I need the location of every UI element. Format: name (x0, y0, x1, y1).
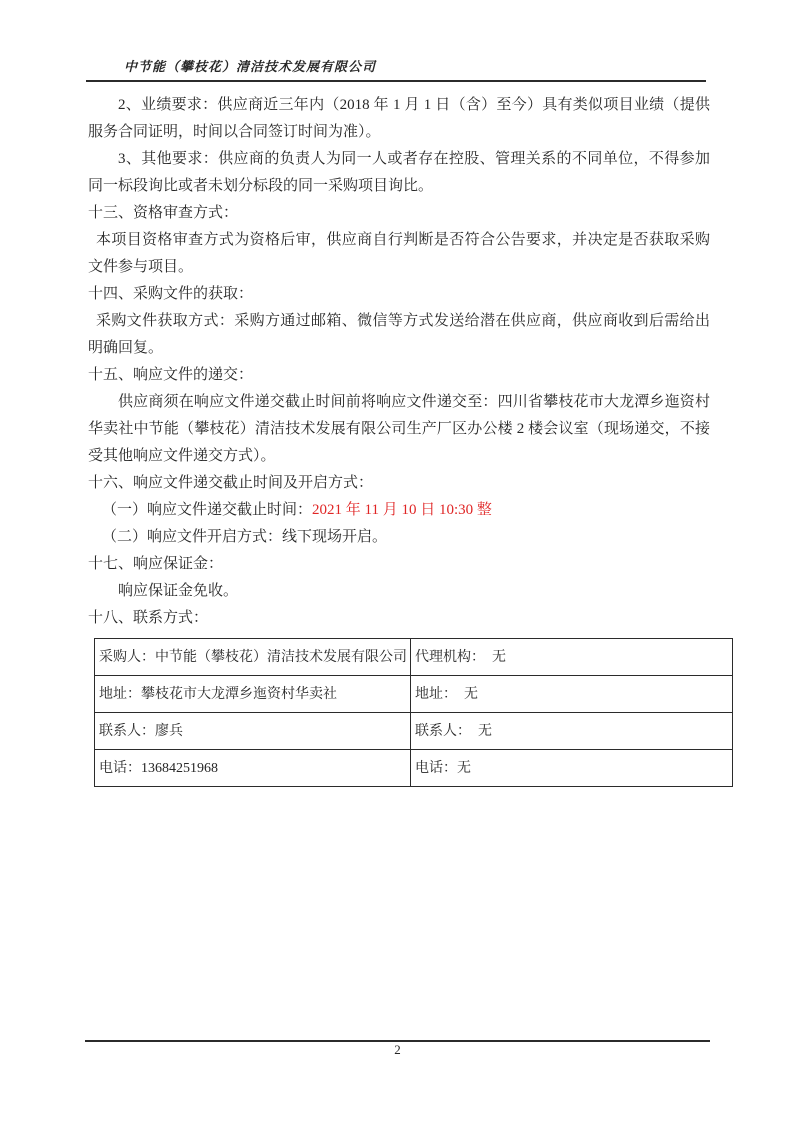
purchaser-contact-cell: 联系人：廖兵 (95, 713, 411, 750)
section-14-body: 采购文件获取方式：采购方通过邮箱、微信等方式发送给潜在供应商，供应商收到后需给出明确回复。 (88, 313, 710, 356)
table-row-phone (95, 750, 733, 787)
page-number: 2 (394, 1042, 401, 1057)
document-body (88, 92, 710, 787)
header-rule (86, 80, 706, 82)
page-header (86, 56, 706, 82)
section-15-body: 供应商须在响应文件递交截止时间前将响应文件递交至：四川省攀枝花市大龙潭乡迤资村华卖社中节能（攀枝花）清洁技术发展有限公司生产厂区办公楼 2 楼会议室（现场递交，不接受其他响应文件递交方式）。 (88, 394, 710, 464)
deadline-value: 2021 年 11 月 10 日 10:30 整 (312, 502, 492, 518)
section-18-title: 十八、联系方式： (88, 610, 209, 626)
section-15-title: 十五、响应文件的递交： (88, 367, 254, 383)
para-performance-requirement: 2、业绩要求：供应商近三年内（2018 年 1 月 1 日（含）至今）具有类似项目业绩（提供服务合同证明，时间以合同签订时间为准）。 (88, 97, 710, 140)
contact-table (94, 638, 733, 787)
section-16-item-opening: （二）响应文件开启方式：线下现场开启。 (102, 529, 388, 545)
para-other-requirement: 3、其他要求：供应商的负责人为同一人或者存在控股、管理关系的不同单位，不得参加同一标段询比或者未划分标段的同一采购项目询比。 (88, 151, 710, 194)
purchaser-phone-cell: 电话：13684251968 (95, 750, 411, 787)
section-13-title: 十三、资格审查方式： (88, 205, 239, 221)
table-row-address (95, 676, 733, 713)
agency-cell: 代理机构： 无 (411, 639, 733, 676)
purchaser-address-cell: 地址：攀枝花市大龙潭乡迤资村华卖社 (95, 676, 411, 713)
deadline-label: （一）响应文件递交截止时间： (102, 502, 313, 518)
section-13-body: 本项目资格审查方式为资格后审，供应商自行判断是否符合公告要求，并决定是否获取采购文件参与项目。 (88, 232, 710, 275)
section-14-title: 十四、采购文件的获取： (88, 286, 254, 302)
agency-contact-cell: 联系人： 无 (411, 713, 733, 750)
section-17-title: 十七、响应保证金： (88, 556, 224, 572)
table-row-contact-person (95, 713, 733, 750)
agency-phone-cell: 电话：无 (411, 750, 733, 787)
header-company-name: 中节能（攀枝花）清洁技术发展有限公司 (124, 59, 377, 74)
section-16-item-deadline (88, 497, 710, 524)
purchaser-cell: 采购人：中节能（攀枝花）清洁技术发展有限公司 (95, 639, 411, 676)
section-17-body: 响应保证金免收。 (118, 583, 239, 599)
section-16-title: 十六、响应文件递交截止时间及开启方式： (88, 475, 374, 491)
table-row-purchaser (95, 639, 733, 676)
agency-address-cell: 地址： 无 (411, 676, 733, 713)
